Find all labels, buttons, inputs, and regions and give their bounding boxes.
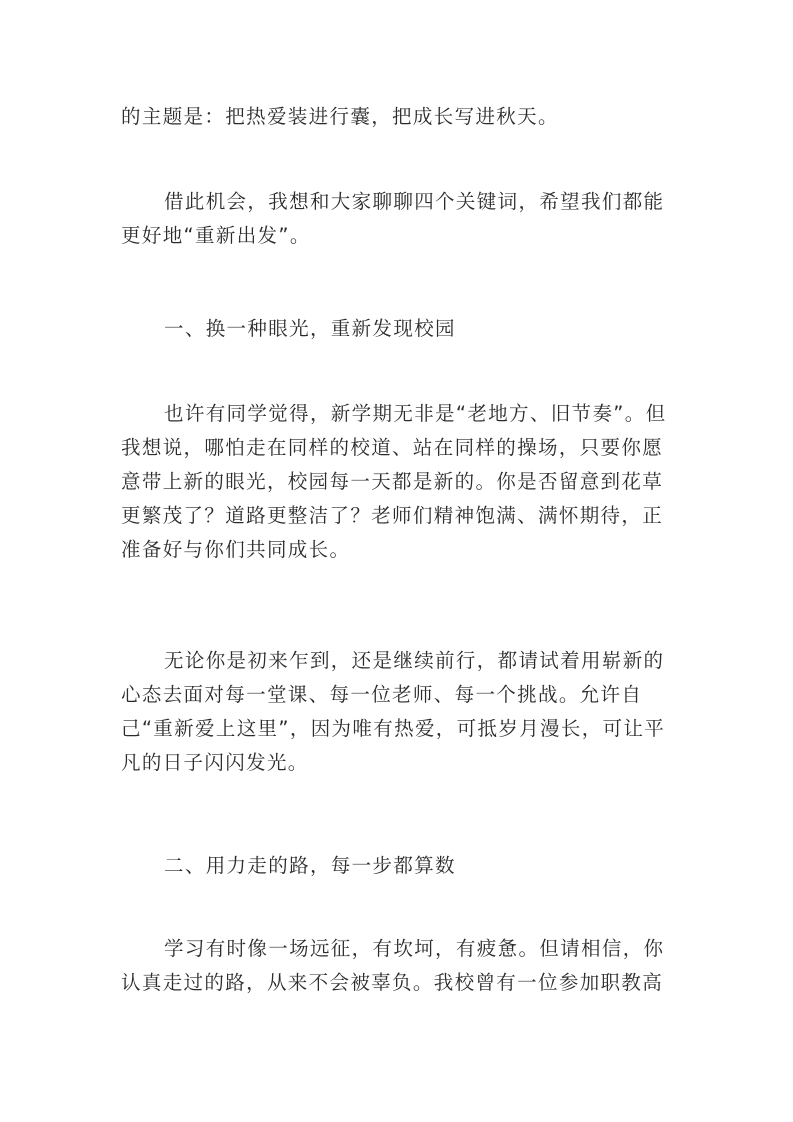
paragraph-continuation: 的主题是：把热爱装进行囊，把成长写进秋天。 [121, 105, 559, 128]
paragraph-opportunity: 借此机会，我想和大家聊聊四个关键词，希望我们都能更好地“重新出发”。 [121, 190, 665, 247]
paragraph-new-perspective: 也许有同学觉得，新学期无非是“老地方、旧节奏”。但我想说，哪怕走在同样的校道、站在同样的操场，只要你愿意带上新的眼光，校园每一天都是新的。你是否留意到花草更繁茂了？道路更整洁了？老师们精神饱满、满怀期待，正准备好与你们共同成长。 [121, 402, 667, 561]
section-heading-one: 一、换一种眼光，重新发现校园 [164, 317, 456, 340]
section-heading-two: 二、用力走的路，每一步都算数 [164, 854, 456, 877]
paragraph-learning-journey: 学习有时像一场远征，有坎坷，有疲惫。但请相信，你认真走过的路，从来不会被辜负。我校曾有一位参加职教高 [121, 937, 665, 994]
paragraph-new-mindset: 无论你是初来乍到，还是继续前行，都请试着用崭新的心态去面对每一堂课、每一位老师、每一个挑战。允许自己“重新爱上这里”，因为唯有热爱，可抵岁月漫长，可让平凡的日子闪闪发光。 [121, 649, 666, 774]
